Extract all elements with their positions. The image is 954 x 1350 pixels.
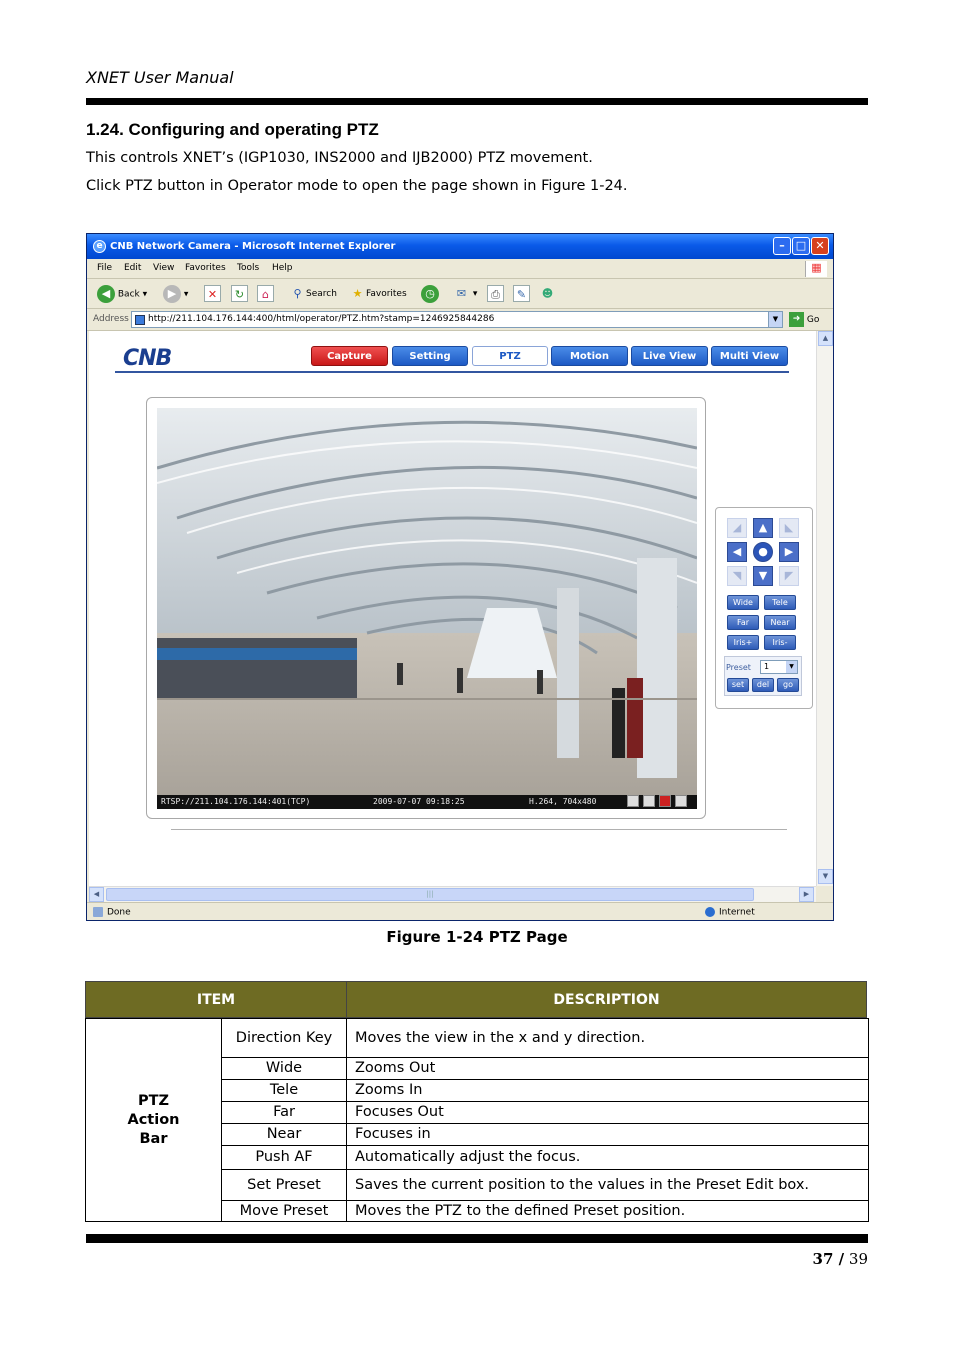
table-desc-cell: Focuses Out [346, 1101, 869, 1124]
menu-help[interactable]: Help [272, 263, 293, 273]
window-title: CNB Network Camera - Microsoft Internet Explorer [110, 241, 396, 252]
airport-terminal-image [157, 408, 697, 795]
star-icon: ★ [352, 287, 363, 300]
video-datetime: 2009-07-07 09:18:25 [373, 797, 465, 806]
up-left-arrow-icon[interactable]: ◢ [727, 518, 747, 538]
edit-icon: ✎ [513, 285, 530, 302]
address-input[interactable] [131, 311, 783, 328]
table-header-description: DESCRIPTION [346, 981, 867, 1018]
menu-favorites[interactable]: Favorites [185, 263, 226, 273]
wide-button[interactable]: Wide [727, 595, 759, 610]
forward-button[interactable]: ▶ ▾ [163, 285, 188, 303]
address-dropdown-icon[interactable]: ▼ [768, 312, 782, 327]
preset-del-button[interactable]: del [752, 678, 774, 692]
table-item-cell: Far [221, 1101, 347, 1124]
up-arrow-icon[interactable]: ▲ [753, 518, 773, 538]
mail-icon: ✉ [456, 287, 467, 300]
far-button[interactable]: Far [727, 615, 759, 630]
preset-set-button[interactable]: set [727, 678, 749, 692]
messenger-button[interactable] [539, 285, 556, 303]
history-button[interactable] [421, 285, 439, 303]
ptz-description-table [85, 981, 869, 1222]
tele-button[interactable]: Tele [764, 595, 796, 610]
stop-button[interactable] [204, 285, 221, 303]
go-button[interactable]: ➜ Go [789, 312, 819, 327]
mail-button[interactable]: ✉ ▾ [453, 285, 477, 303]
right-arrow-icon[interactable]: ▶ [779, 542, 799, 562]
table-header-item: ITEM [85, 981, 347, 1018]
window-titlebar [87, 234, 833, 259]
instruction-paragraph: Click PTZ button in Operator mode to open the page shown in Figure 1-24. [86, 178, 628, 194]
nav-capture-button[interactable]: Capture [311, 346, 388, 366]
snapshot-icon[interactable] [675, 795, 687, 807]
search-button[interactable]: ⚲ Search [289, 285, 337, 303]
left-arrow-icon[interactable]: ◀ [727, 542, 747, 562]
table-desc-cell: Saves the current position to the values in the Preset Edit box. [346, 1169, 869, 1201]
print-icon: ⎙ [487, 285, 504, 302]
edit-button[interactable] [513, 285, 530, 303]
nav-ptz-button[interactable]: PTZ [472, 346, 548, 366]
chevron-down-icon: ▼ [786, 661, 797, 673]
camera-video[interactable] [157, 408, 697, 795]
scroll-right-icon[interactable]: ▶ [799, 887, 814, 902]
browser-screenshot [86, 233, 834, 921]
up-right-arrow-icon[interactable]: ◣ [779, 518, 799, 538]
menu-tools[interactable]: Tools [237, 263, 260, 273]
horizontal-scrollbar[interactable] [89, 886, 816, 902]
ie-icon: e [93, 240, 106, 253]
table-desc-cell: Focuses in [346, 1123, 869, 1146]
table-desc-cell: Zooms Out [346, 1057, 869, 1080]
home-button[interactable] [257, 285, 274, 303]
stream-url: RTSP://211.104.176.144:401(TCP) [161, 797, 311, 806]
globe-icon [705, 907, 715, 917]
refresh-icon: ↻ [231, 285, 248, 302]
near-button[interactable]: Near [764, 615, 796, 630]
table-item-cell: Near [221, 1123, 347, 1146]
menu-bar [87, 259, 833, 279]
video-frame [146, 397, 706, 819]
messenger-icon: ☻ [541, 287, 554, 300]
preset-go-button[interactable]: go [777, 678, 799, 692]
table-item-cell: Push AF [221, 1145, 347, 1170]
header-rule [86, 98, 868, 105]
down-right-arrow-icon[interactable]: ◤ [779, 566, 799, 586]
print-button[interactable] [487, 285, 504, 303]
table-desc-cell: Automatically adjust the focus. [346, 1145, 869, 1170]
figure-caption: Figure 1-24 PTZ Page [386, 928, 568, 946]
preset-label: Preset [726, 663, 751, 672]
table-item-cell: Direction Key [221, 1018, 347, 1058]
record-icon[interactable] [659, 795, 671, 807]
status-bar [87, 902, 833, 921]
video-info-bar [157, 795, 697, 809]
maximize-icon[interactable]: □ [792, 237, 810, 255]
browser-toolbar [87, 279, 833, 309]
table-desc-cell: Moves the PTZ to the defined Preset position. [346, 1200, 869, 1222]
refresh-button[interactable] [231, 285, 248, 303]
status-text: Done [93, 907, 131, 918]
forward-arrow-icon: ▶ [163, 285, 181, 303]
page-icon [135, 315, 145, 325]
video-codec: H.264, 704x480 [529, 797, 597, 806]
table-item-cell: Tele [221, 1079, 347, 1102]
table-item-cell: Wide [221, 1057, 347, 1080]
nav-multi-view-button[interactable]: Multi View [711, 346, 788, 366]
favorites-button[interactable]: ★ Favorites [349, 285, 407, 303]
menu-edit[interactable]: Edit [124, 263, 142, 273]
resize-icon[interactable] [627, 795, 639, 807]
table-item-cell: Set Preset [221, 1169, 347, 1201]
security-zone: Internet [705, 907, 755, 918]
section-title: 1.24. Configuring and operating PTZ [86, 120, 379, 139]
page-viewport [89, 331, 816, 886]
scroll-down-icon[interactable]: ▼ [818, 869, 833, 884]
down-left-arrow-icon[interactable]: ◥ [727, 566, 747, 586]
windows-logo-icon: ▦ [805, 261, 827, 277]
page-number: 37 / 39 [812, 1250, 868, 1268]
down-arrow-icon[interactable]: ▼ [753, 566, 773, 586]
go-arrow-icon: ➜ [789, 312, 804, 327]
address-label: Address [93, 314, 129, 324]
back-arrow-icon: ◀ [97, 285, 115, 303]
page-done-icon [93, 907, 103, 917]
vertical-scrollbar[interactable] [816, 331, 833, 886]
center-icon[interactable]: ● [753, 542, 773, 562]
home-icon: ⌂ [257, 285, 274, 302]
table-desc-cell: Zooms In [346, 1079, 869, 1102]
address-bar [87, 309, 833, 331]
iris-plus-button[interactable]: Iris+ [727, 635, 759, 650]
minimize-icon[interactable]: – [773, 237, 791, 255]
close-icon[interactable]: ✕ [811, 237, 829, 255]
ptz-action-bar [715, 507, 813, 709]
page-footer-line [171, 829, 787, 830]
menu-file[interactable]: File [97, 263, 113, 273]
stop-icon: ✕ [204, 285, 221, 302]
address-url: http://211.104.176.144:400/html/operator/PTZ.htm?stamp=1246925844286 [148, 314, 495, 324]
table-item-cell: Move Preset [221, 1200, 347, 1222]
search-icon: ⚲ [293, 287, 302, 300]
table-group-cell: PTZ Action Bar [85, 1018, 222, 1222]
scroll-up-icon[interactable]: ▲ [818, 331, 833, 346]
table-desc-cell: Moves the view in the x and y direction. [346, 1018, 869, 1058]
nav-live-view-button[interactable]: Live View [631, 346, 708, 366]
scroll-left-icon[interactable]: ◀ [89, 887, 104, 902]
move-icon[interactable] [643, 795, 655, 807]
menu-view[interactable]: View [153, 263, 175, 273]
nav-motion-button[interactable]: Motion [551, 346, 628, 366]
preset-select[interactable]: 1 ▼ [760, 660, 798, 674]
intro-paragraph: This controls XNET’s (IGP1030, INS2000 and IJB2000) PTZ movement. [86, 150, 593, 166]
running-header: XNET User Manual [86, 68, 234, 87]
horizontal-scroll-thumb[interactable]: ||| [106, 888, 754, 901]
nav-setting-button[interactable]: Setting [392, 346, 468, 366]
logo-underline [115, 371, 789, 373]
iris-minus-button[interactable]: Iris- [764, 635, 796, 650]
history-icon: ◷ [421, 285, 439, 303]
footer-rule [86, 1234, 868, 1243]
back-button[interactable]: ◀ Back ▾ [97, 285, 147, 303]
cnb-logo: CNB [123, 346, 172, 371]
